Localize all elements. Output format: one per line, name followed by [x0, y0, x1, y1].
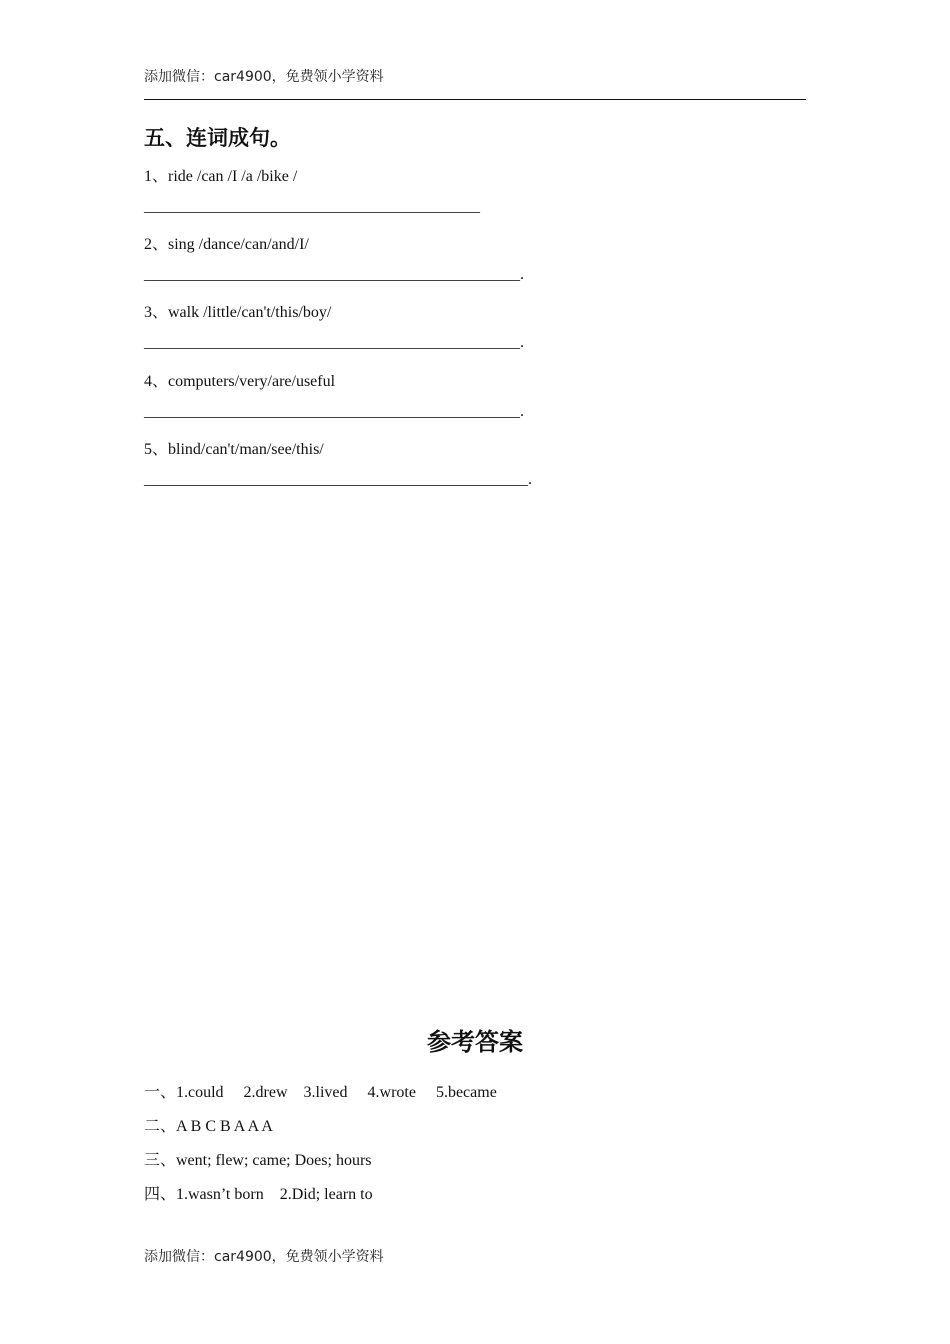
question-1-prompt: 1、ride /can /I /a /bike / — [144, 168, 298, 185]
section-title: 五、连词成句。 — [144, 126, 291, 150]
header-divider — [144, 99, 806, 100]
question-4-answer-line: _______________________________________________. — [144, 403, 524, 420]
question-5-answer-line: ________________________________________________. — [144, 471, 532, 488]
question-3-prompt: 3、walk /little/can't/this/boy/ — [144, 304, 332, 321]
page-header: 添加微信：car4900，免费领小学资料 — [144, 69, 384, 85]
answer-row-4: 四、1.wasn’t born 2.Did; learn to — [144, 1186, 373, 1203]
answer-row-1: 一、1.could 2.drew 3.lived 4.wrote 5.became — [144, 1084, 497, 1101]
question-4-prompt: 4、computers/very/are/useful — [144, 373, 336, 390]
question-1-answer-line: __________________________________________ — [144, 198, 480, 215]
answer-key-title: 参考答案 — [427, 1027, 523, 1056]
question-2-answer-line: _______________________________________________. — [144, 266, 524, 283]
answer-row-2: 二、A B C B A A A — [144, 1118, 273, 1135]
answer-row-3: 三、went; flew; came; Does; hours — [144, 1152, 372, 1169]
question-2-prompt: 2、sing /dance/can/and/I/ — [144, 236, 309, 253]
page-footer: 添加微信：car4900，免费领小学资料 — [144, 1249, 384, 1265]
question-5-prompt: 5、blind/can't/man/see/this/ — [144, 441, 324, 458]
question-3-answer-line: _______________________________________________. — [144, 334, 524, 351]
